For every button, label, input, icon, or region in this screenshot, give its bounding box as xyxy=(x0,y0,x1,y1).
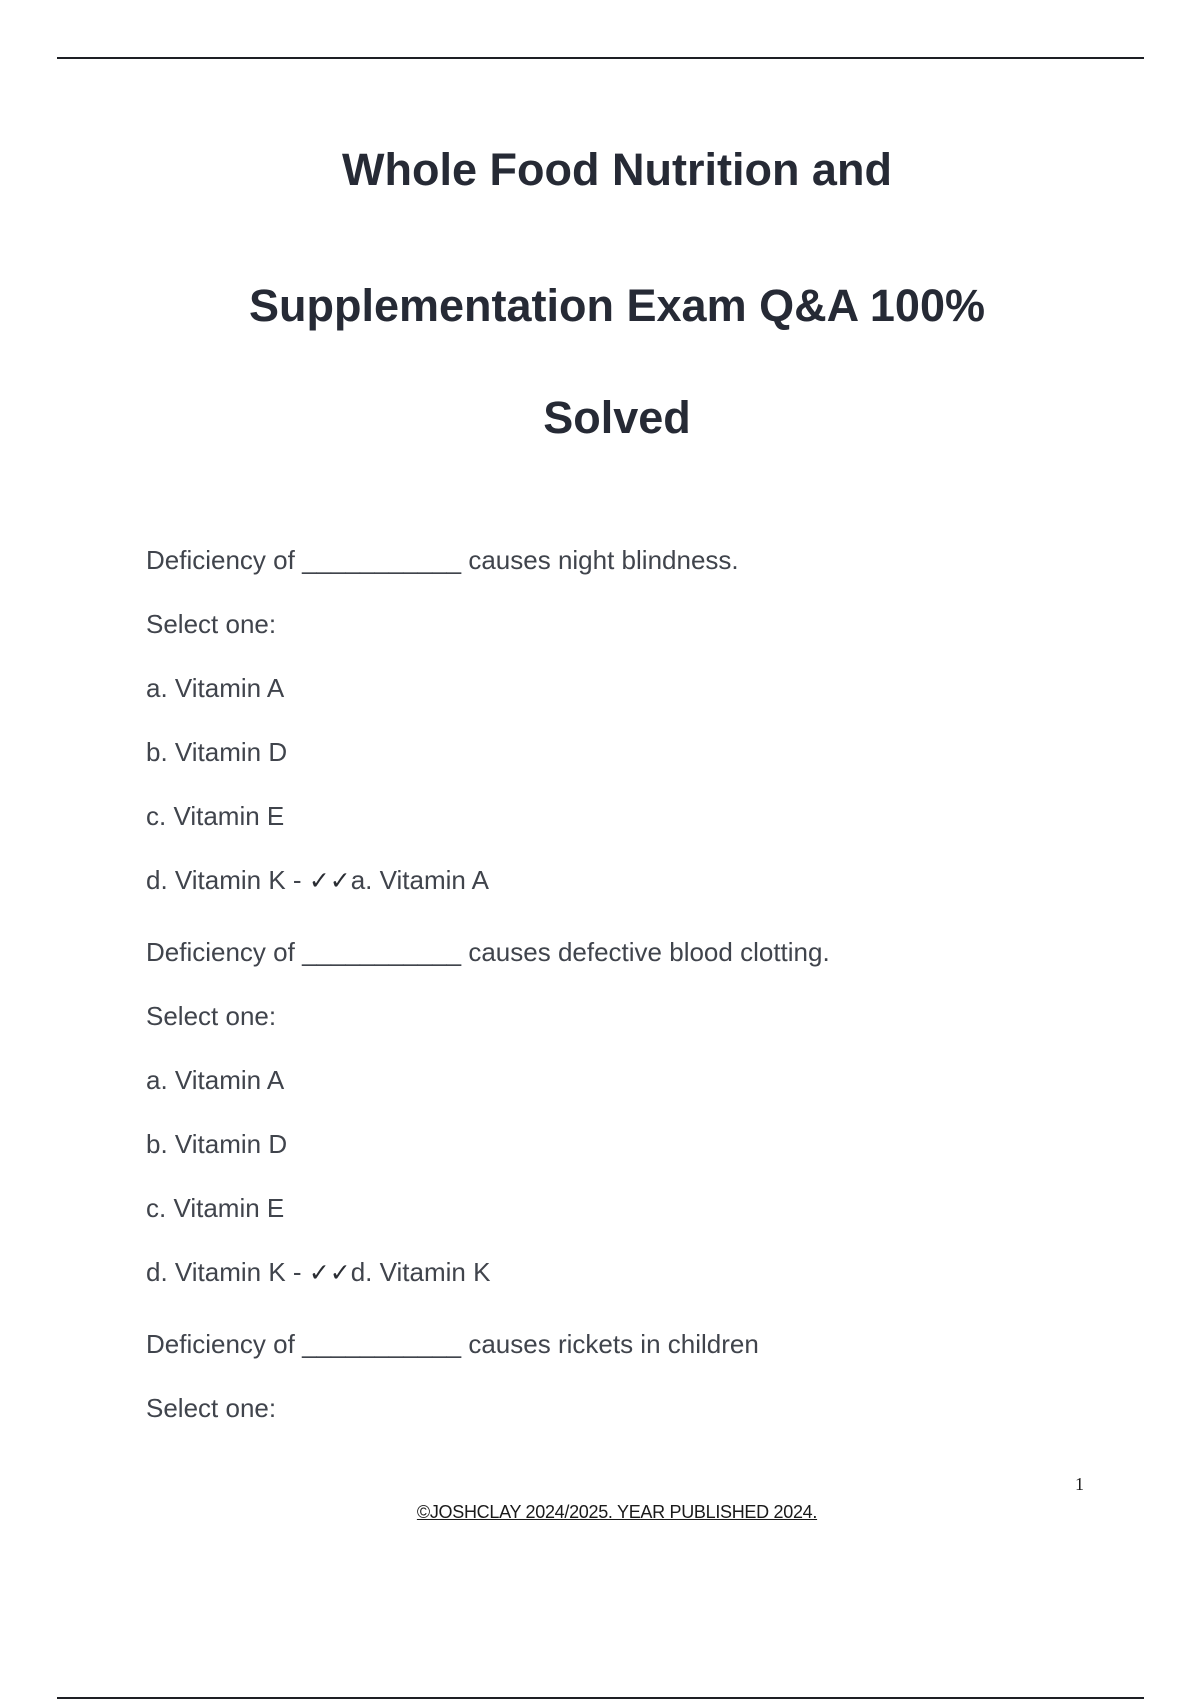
question-2-answer: d. Vitamin K xyxy=(350,1257,491,1287)
question-2-option-b: b. Vitamin D xyxy=(146,1129,288,1159)
question-3-select-label: Select one: xyxy=(146,1393,277,1423)
copyright-footer xyxy=(0,1502,1200,1523)
double-check-icon: ✓✓ xyxy=(308,1258,351,1287)
top-rule xyxy=(57,57,1144,59)
title-line-1: Whole Food Nutrition and xyxy=(342,144,892,195)
question-1-select-label: Select one: xyxy=(146,609,277,639)
question-3-prompt: Deficiency of ___________ causes rickets in children xyxy=(146,1329,759,1359)
document-title xyxy=(0,140,1200,474)
question-1-option-c: c. Vitamin E xyxy=(146,801,285,831)
question-2-prompt: Deficiency of ___________ causes defective blood clotting. xyxy=(146,937,830,967)
question-2-option-a: a. Vitamin A xyxy=(146,1065,285,1095)
footer-text: ©JOSHCLAY 2024/2025. YEAR PUBLISHED 2024. xyxy=(416,1502,818,1522)
double-check-icon: ✓✓ xyxy=(308,866,351,895)
page-number: 1 xyxy=(1075,1474,1084,1494)
question-2-option-d-with-answer xyxy=(146,1252,1146,1324)
question-1-option-a: a. Vitamin A xyxy=(146,673,285,703)
question-list xyxy=(146,540,1146,1452)
question-1-answer: a. Vitamin A xyxy=(350,865,489,895)
question-2-option-d: d. Vitamin K - xyxy=(146,1257,309,1287)
question-1-prompt: Deficiency of ___________ causes night blindness. xyxy=(146,545,739,575)
question-1-option-d: d. Vitamin K - xyxy=(146,865,309,895)
bottom-rule xyxy=(57,1697,1144,1699)
question-1-option-b: b. Vitamin D xyxy=(146,737,288,767)
title-line-2: Supplementation Exam Q&A 100% xyxy=(248,280,986,331)
question-2-option-c: c. Vitamin E xyxy=(146,1193,285,1223)
question-1-option-d-with-answer xyxy=(146,860,1146,932)
title-line-3: Solved xyxy=(543,392,691,443)
question-2-select-label: Select one: xyxy=(146,1001,277,1031)
